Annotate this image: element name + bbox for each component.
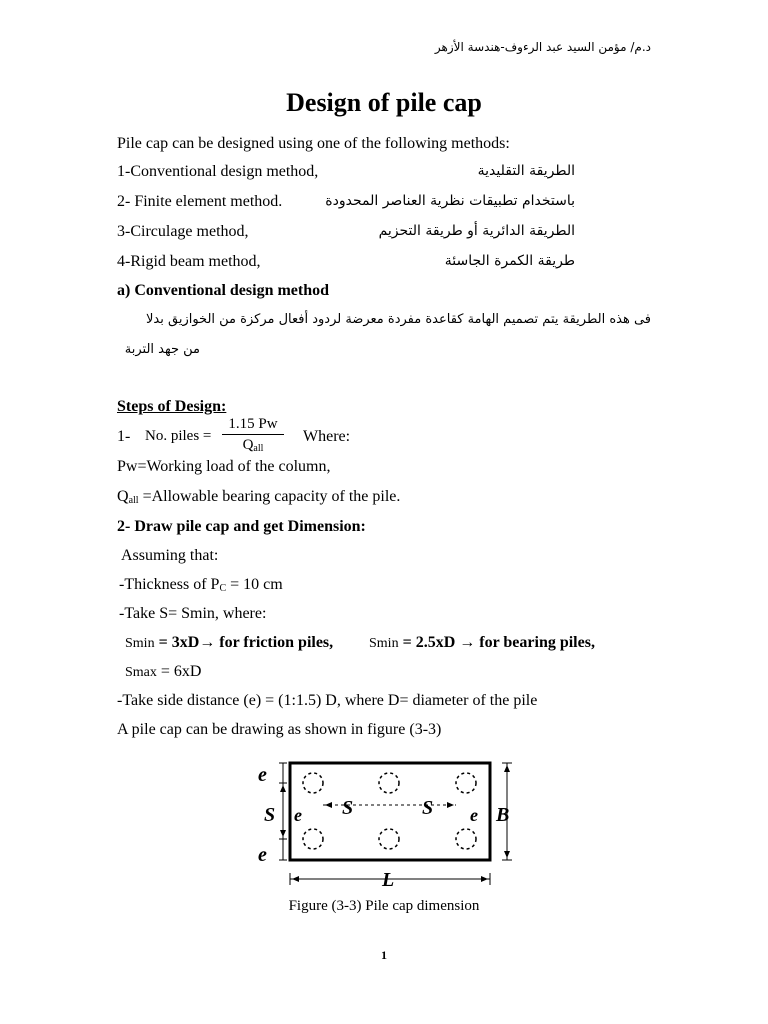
label-b: B bbox=[496, 804, 510, 826]
method-2-en: 2- Finite element method. bbox=[117, 193, 283, 210]
label-e-inner-right: e bbox=[470, 805, 478, 825]
method-1-ar: الطريقة التقليدية bbox=[477, 163, 575, 179]
label-s-left: S bbox=[264, 804, 276, 826]
formula-numerator: 1.15 Pw bbox=[222, 416, 284, 435]
steps-heading: Steps of Design: bbox=[117, 398, 227, 415]
step-1-where: Where: bbox=[303, 428, 351, 445]
side-distance-line: -Take side distance (e) = (1:1.5) D, where D= diameter of the pile bbox=[117, 692, 538, 709]
intro-text: Pile cap can be designed using one of the following methods: bbox=[117, 135, 510, 152]
label-e-top: e bbox=[258, 764, 267, 786]
label-s-inner-1: S bbox=[342, 797, 354, 819]
formula-denominator: $Q_{all}$ bbox=[242, 437, 264, 454]
figure-caption: Figure (3-3) Pile cap dimension bbox=[288, 898, 480, 914]
smax-line: Smax = 6xD bbox=[125, 663, 202, 680]
pile-cap-figure bbox=[250, 755, 530, 890]
step-1-prefix: 1- bbox=[117, 428, 131, 445]
method-2-ar: باستخدام تطبيقات نظرية العناصر المحدودة bbox=[325, 193, 575, 209]
label-l: L bbox=[382, 869, 395, 890]
page-number: 1 bbox=[381, 948, 387, 962]
method-3-en: 3-Circulage method, bbox=[117, 223, 249, 240]
page-title: Design of pile cap bbox=[286, 88, 482, 117]
pile-circle bbox=[456, 773, 476, 793]
thickness-line: -Thickness of $P_C = 10$ cm bbox=[119, 576, 283, 594]
section-a-arabic-line-2: من جهد التربة bbox=[124, 342, 200, 357]
piles-formula-fraction bbox=[222, 416, 284, 454]
assuming-text: Assuming that: bbox=[121, 547, 219, 564]
method-3-ar: الطريقة الدائرية أو طريقة التحزيم bbox=[378, 223, 575, 239]
header-author-line: د.م/ مؤمن السيد عبد الرءوف-هندسة الأزهر bbox=[434, 40, 651, 54]
take-s-line: -Take S= Smin, where: bbox=[119, 605, 267, 622]
label-e-inner-left: e bbox=[294, 805, 302, 825]
method-4-ar: طريقة الكمرة الجاسئة bbox=[444, 253, 575, 269]
step-1-lhs: No. piles = bbox=[145, 428, 212, 444]
method-1-en: 1-Conventional design method, bbox=[117, 163, 319, 180]
pile-circle bbox=[379, 773, 399, 793]
label-s-inner-2: S bbox=[422, 797, 434, 819]
q-definition: $Q_{all}$ =Allowable bearing capacity of the pile. bbox=[117, 488, 401, 506]
drawing-note: A pile cap can be drawing as shown in figure (3-3) bbox=[117, 721, 442, 738]
smin-bearing-line: Smin = 2.5xD → for bearing piles, bbox=[369, 634, 595, 651]
label-e-bottom: e bbox=[258, 844, 267, 866]
pile-circle bbox=[379, 829, 399, 849]
section-a-arabic-line-1: فى هذه الطريقة يتم تصميم الهامة كقاعدة مفردة معرضة لردود أفعال مركزة من الخوازيق بدلا bbox=[146, 312, 651, 327]
section-a-heading: a) Conventional design method bbox=[117, 282, 330, 299]
pw-definition: Pw=Working load of the column, bbox=[117, 458, 331, 475]
smin-friction-line: Smin = 3xD→ for friction piles, bbox=[125, 634, 334, 651]
pile-circle bbox=[303, 773, 323, 793]
method-4-en: 4-Rigid beam method, bbox=[117, 253, 261, 270]
pile-circle bbox=[456, 829, 476, 849]
pile-circle bbox=[303, 829, 323, 849]
step-2-heading: 2- Draw pile cap and get Dimension: bbox=[117, 518, 366, 535]
